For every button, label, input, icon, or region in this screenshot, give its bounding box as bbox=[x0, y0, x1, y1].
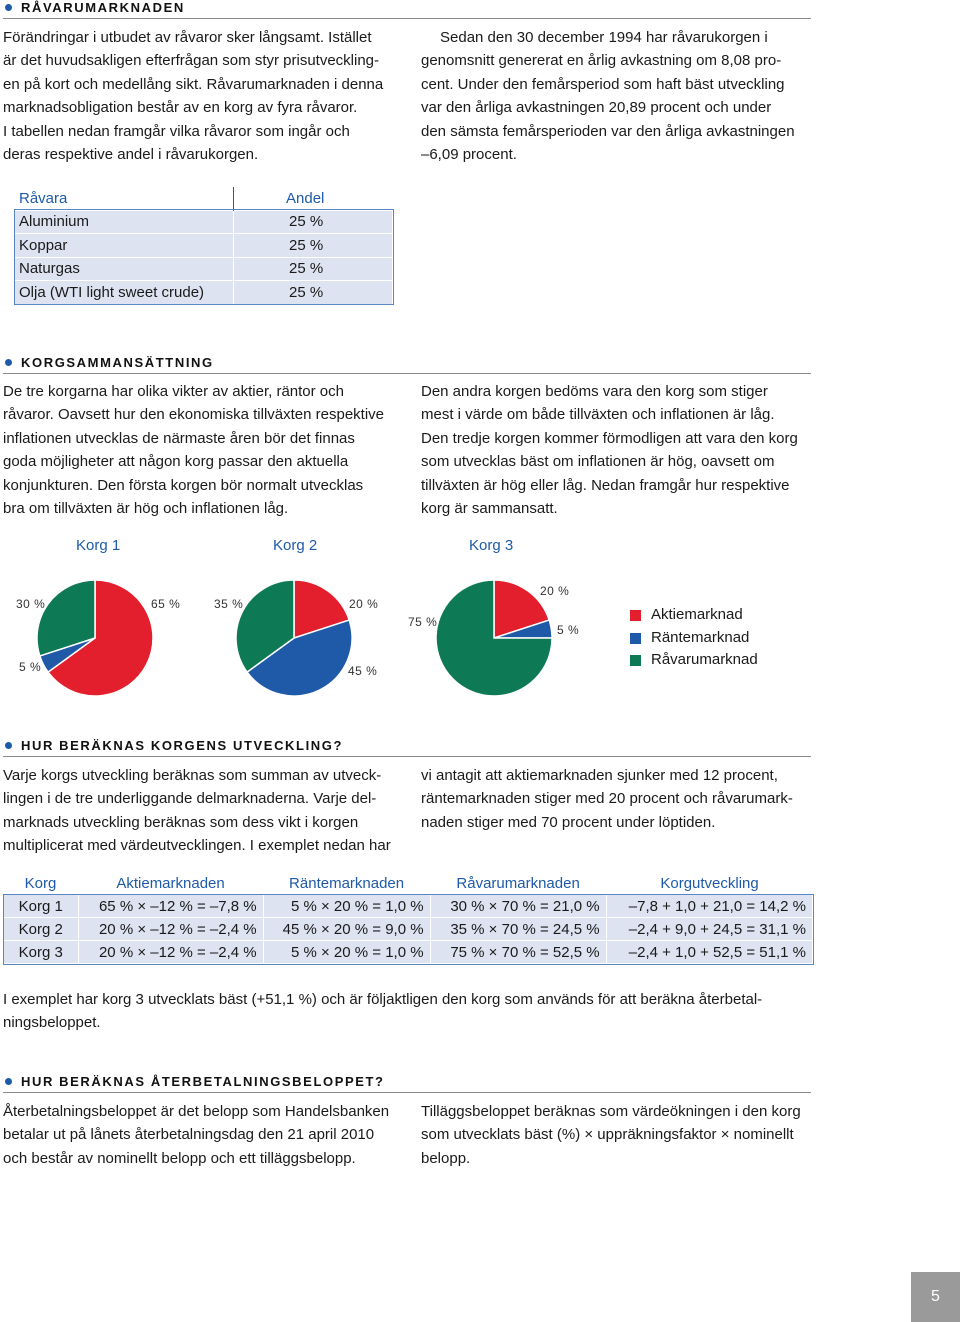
cell-ranta: 45 % × 20 % = 9,0 % bbox=[263, 918, 430, 941]
cell-ravara: Aluminium bbox=[15, 210, 234, 234]
pie3-label-ranta: 5 % bbox=[557, 623, 580, 637]
cell-korg: Korg 3 bbox=[4, 941, 79, 964]
section-header-aterbetalningsbelopp bbox=[3, 1074, 811, 1093]
text-line: Den tredje korgen kommer förmodligen att vara den korg bbox=[421, 429, 798, 447]
cell-ranta: 5 % × 20 % = 1,0 % bbox=[263, 895, 430, 918]
text-line: cent. Under den femårsperiod som haft bäst utveckling bbox=[421, 75, 785, 93]
cell-ravara: 35 % × 70 % = 24,5 % bbox=[430, 918, 606, 941]
text-line: multiplicerat med värdeutvecklingen. I exemplet nedan har bbox=[3, 837, 391, 855]
pie-charts bbox=[0, 570, 600, 710]
pie3-label-ravara: 75 % bbox=[408, 615, 438, 629]
paragraph-korgsammansattning-left bbox=[3, 380, 408, 520]
cell-ravara: 30 % × 70 % = 21,0 % bbox=[430, 895, 606, 918]
col-header-rantemarknaden: Räntemarknaden bbox=[263, 872, 430, 895]
cell-andel: 25 % bbox=[234, 234, 393, 258]
bullet-dot bbox=[5, 1078, 12, 1085]
text-line: belopp. bbox=[421, 1149, 471, 1167]
pie1-label-ravara: 30 % bbox=[16, 597, 46, 611]
section-title: KORGSAMMANSÄTTNING bbox=[21, 355, 214, 370]
cell-ravara: Olja (WTI light sweet crude) bbox=[15, 281, 234, 305]
text-line: marknads utveckling beräknas som dess vikt i korgen bbox=[3, 813, 359, 831]
cell-ravara: Naturgas bbox=[15, 257, 234, 281]
pie2-label-ranta: 45 % bbox=[348, 664, 378, 678]
section-title: HUR BERÄKNAS ÅTERBETALNINGSBELOPPET? bbox=[21, 1074, 385, 1089]
table-row bbox=[4, 941, 813, 964]
pie-title-korg2: Korg 2 bbox=[273, 537, 318, 554]
cell-andel: 25 % bbox=[234, 281, 393, 305]
text-line: goda möjligheter att någon korg passar den aktuella bbox=[3, 453, 349, 471]
text-line: Tilläggsbeloppet beräknas som värdeökningen i den korg bbox=[421, 1103, 801, 1120]
pie1-label-ranta: 5 % bbox=[19, 660, 42, 674]
text-line: råvaror. Oavsett hur den ekonomiska tillväxten respektive bbox=[3, 406, 385, 424]
pie2-label-aktie: 20 % bbox=[349, 597, 379, 611]
paragraph-utveckling-right bbox=[421, 764, 821, 834]
text-line: marknadsobligation består av en korg av fyra råvaror. bbox=[3, 99, 358, 117]
basket-calculation-table bbox=[3, 872, 813, 964]
col-header-korgutveckling: Korgutveckling bbox=[606, 872, 812, 895]
text-line: en på kort och medellång sikt. Råvarumarknaden i denna bbox=[3, 75, 384, 93]
legend-label-aktiemarknad: Aktiemarknad bbox=[651, 606, 743, 623]
pie3-label-aktie: 20 % bbox=[540, 584, 570, 598]
paragraph-example-note bbox=[3, 988, 803, 1035]
table-row bbox=[4, 895, 813, 918]
paragraph-ravarumarknaden-left bbox=[3, 26, 403, 166]
cell-korgutveckling: –7,8 + 1,0 + 21,0 = 14,2 % bbox=[606, 895, 812, 918]
table-row bbox=[15, 281, 393, 305]
legend-swatch-rantemarknad bbox=[630, 633, 641, 644]
cell-ranta: 5 % × 20 % = 1,0 % bbox=[263, 941, 430, 964]
col-header-aktiemarknaden: Aktiemarknaden bbox=[78, 872, 263, 895]
section-title: HUR BERÄKNAS KORGENS UTVECKLING? bbox=[21, 738, 344, 753]
bullet-dot bbox=[5, 742, 12, 749]
text-line: räntemarknaden stiger med 20 procent och råvarumark- bbox=[421, 790, 793, 808]
text-line: bra om tillväxten är hög och inflationen låg. bbox=[3, 500, 289, 518]
text-line: I exemplet har korg 3 utvecklats bäst (+51,1 %) och är följaktligen den korg som används för att beräkna återbetal- bbox=[3, 991, 763, 1008]
page-number: 5 bbox=[911, 1272, 960, 1322]
table-row bbox=[4, 918, 813, 941]
legend-label-ravarumarknad: Råvarumarknad bbox=[651, 651, 758, 668]
table-row bbox=[15, 257, 393, 281]
paragraph-korgsammansattning-right bbox=[421, 380, 821, 520]
table-row bbox=[15, 234, 393, 258]
text-line: Den andra korgen bedöms vara den korg som stiger bbox=[421, 383, 768, 400]
text-line: deras respektive andel i råvarukorgen. bbox=[3, 146, 259, 164]
legend-label-rantemarknad: Räntemarknad bbox=[651, 629, 750, 646]
text-line: I tabellen nedan framgår vilka råvaror som ingår och bbox=[3, 122, 350, 140]
col-header-korg: Korg bbox=[4, 872, 79, 895]
text-line: var den årliga avkastningen 20,89 procent och under bbox=[421, 99, 772, 117]
cell-ravara: 75 % × 70 % = 52,5 % bbox=[430, 941, 606, 964]
cell-aktie: 65 % × –12 % = –7,8 % bbox=[78, 895, 263, 918]
paragraph-aterbetalning-left bbox=[3, 1100, 408, 1170]
cell-ravara: Koppar bbox=[15, 234, 234, 258]
text-line: Återbetalningsbeloppet är det belopp som Handelsbanken bbox=[3, 1103, 390, 1120]
paragraph-ravarumarknaden-right bbox=[421, 26, 821, 166]
paragraph-utveckling-left bbox=[3, 764, 408, 858]
section-header-korgens-utveckling bbox=[3, 738, 811, 757]
legend-swatch-ravarumarknad bbox=[630, 655, 641, 666]
col-header-ravara: Råvara bbox=[15, 187, 234, 210]
cell-andel: 25 % bbox=[234, 257, 393, 281]
text-line: vi antagit att aktiemarknaden sjunker med 12 procent, bbox=[421, 767, 778, 784]
cell-korg: Korg 1 bbox=[4, 895, 79, 918]
commodity-table bbox=[15, 187, 393, 305]
text-line: genomsnitt genererat en årlig avkastning om 8,08 pro- bbox=[421, 52, 782, 70]
text-line: naden stiger med 70 procent under löptiden. bbox=[421, 813, 716, 831]
pie1-label-aktie: 65 % bbox=[151, 597, 181, 611]
text-line: som utvecklats bäst (%) × uppräkningsfaktor × nominellt bbox=[421, 1126, 794, 1144]
text-line: och består av nominellt belopp och ett tilläggsbelopp. bbox=[3, 1149, 356, 1167]
paragraph-aterbetalning-right bbox=[421, 1100, 821, 1170]
text-line: –6,09 procent. bbox=[421, 146, 517, 164]
text-line: som utvecklas bäst om inflationen är hög, oavsett om bbox=[421, 453, 775, 471]
bullet-dot bbox=[5, 4, 12, 11]
text-line: inflationen utvecklas de närmaste åren bör det finnas bbox=[3, 429, 355, 447]
text-line: konjunkturen. Den första korgen bör normalt utvecklas bbox=[3, 476, 364, 494]
cell-korgutveckling: –2,4 + 1,0 + 52,5 = 51,1 % bbox=[606, 941, 812, 964]
text-line: Förändringar i utbudet av råvaror sker långsamt. Istället bbox=[3, 29, 372, 46]
text-line: är det huvudsakligen efterfrågan som styr prisutveckling- bbox=[3, 52, 380, 70]
text-line: Sedan den 30 december 1994 har råvarukorgen i bbox=[440, 29, 768, 46]
table-row bbox=[15, 210, 393, 234]
pie-title-korg3: Korg 3 bbox=[469, 537, 514, 554]
pie-title-korg1: Korg 1 bbox=[76, 537, 121, 554]
text-line: korg är sammansatt. bbox=[421, 500, 558, 518]
cell-aktie: 20 % × –12 % = –2,4 % bbox=[78, 918, 263, 941]
col-header-ravarumarknaden: Råvarumarknaden bbox=[430, 872, 606, 895]
text-line: ningsbeloppet. bbox=[3, 1014, 101, 1032]
text-line: De tre korgarna har olika vikter av aktier, räntor och bbox=[3, 383, 344, 400]
text-line: Varje korgs utveckling beräknas som summan av utveck- bbox=[3, 767, 382, 784]
cell-andel: 25 % bbox=[234, 210, 393, 234]
legend-swatch-aktiemarknad bbox=[630, 610, 641, 621]
bullet-dot bbox=[5, 359, 12, 366]
cell-aktie: 20 % × –12 % = –2,4 % bbox=[78, 941, 263, 964]
text-line: den sämsta femårsperioden var den årliga avkastningen bbox=[421, 122, 795, 140]
pie2-label-ravara: 35 % bbox=[214, 597, 244, 611]
text-line: betalar ut på lånets återbetalningsdag den 21 april 2010 bbox=[3, 1126, 375, 1144]
section-header-ravarumarknaden bbox=[3, 0, 811, 19]
col-header-andel: Andel bbox=[286, 189, 325, 207]
table-header-row bbox=[15, 187, 393, 210]
cell-korgutveckling: –2,4 + 9,0 + 24,5 = 31,1 % bbox=[606, 918, 812, 941]
text-line: lingen i de tre underliggande delmarknaderna. Varje del- bbox=[3, 790, 377, 808]
section-header-korgsammansattning bbox=[3, 355, 811, 374]
table-header-row bbox=[4, 872, 813, 895]
section-title: RÅVARUMARKNADEN bbox=[21, 0, 185, 15]
cell-korg: Korg 2 bbox=[4, 918, 79, 941]
text-line: tillväxten är hög eller låg. Nedan framgår hur respektive bbox=[421, 476, 790, 494]
text-line: mest i värde om både tillväxten och inflationen är låg. bbox=[421, 406, 775, 424]
